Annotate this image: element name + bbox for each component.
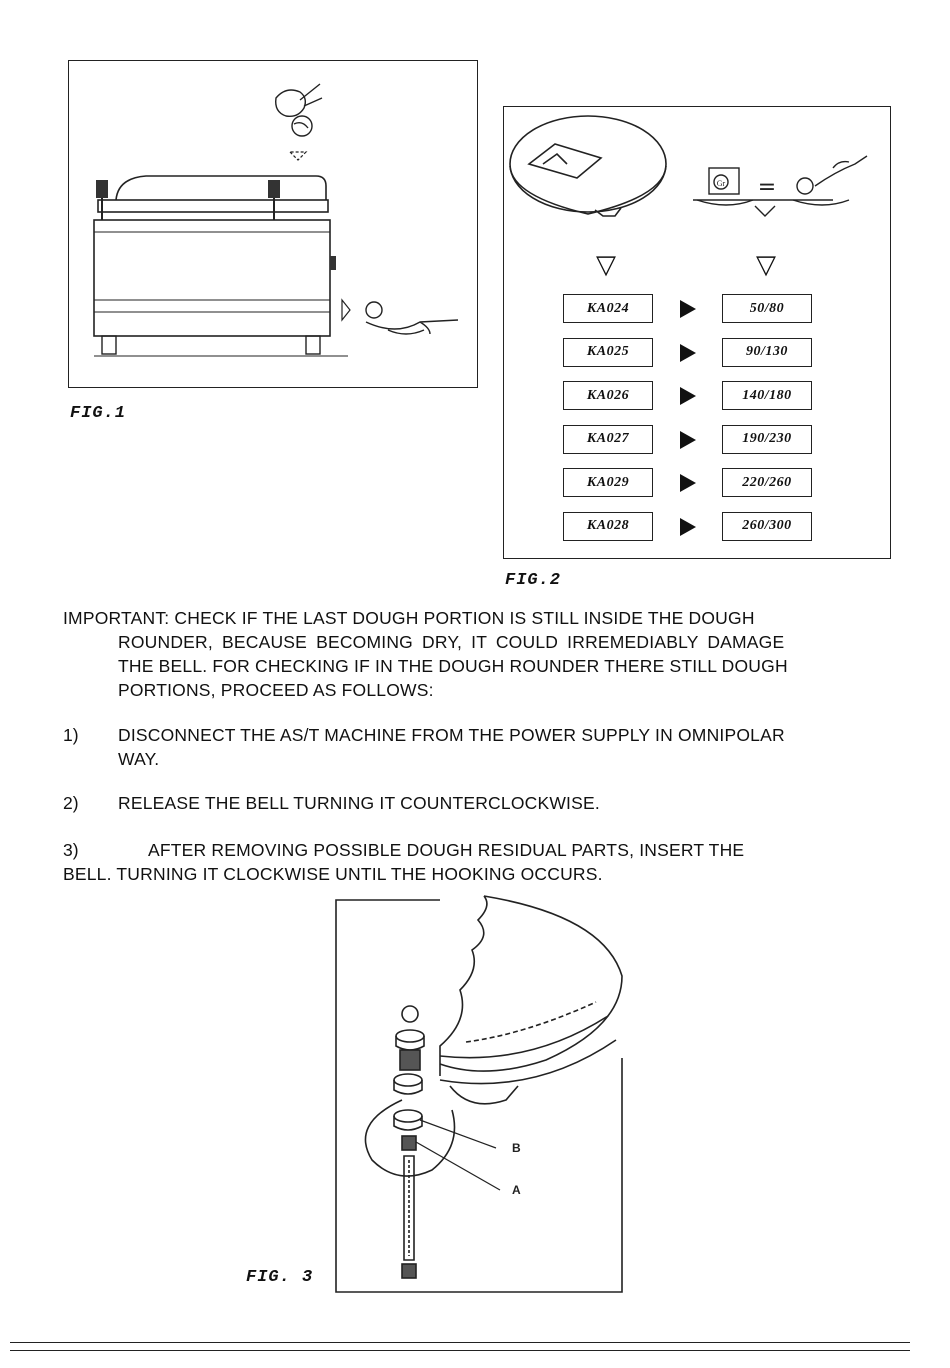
down-arrow-right-icon: ▽	[756, 250, 776, 280]
mould-code-box: KA026	[563, 381, 653, 410]
step-1-number: 1)	[63, 725, 79, 745]
step-3-line-2: BELL. TURNING IT CLOCKWISE UNTIL THE HOOKING OCCURS.	[63, 864, 603, 884]
weight-range-box: 50/80	[722, 294, 812, 323]
right-arrow-icon	[680, 431, 696, 449]
fig1-caption: FIG.1	[70, 404, 127, 423]
important-line-3: THE BELL. FOR CHECKING IF IN THE DOUGH ROUNDER THERE STILL DOUGH	[118, 656, 788, 676]
hand-dropping-dough-icon	[276, 84, 322, 136]
bottom-rule-top	[10, 1342, 910, 1343]
bell-cutaway-icon	[440, 896, 622, 1104]
mould-code-box: KA024	[563, 294, 653, 323]
weight-symbol: Gr	[716, 179, 726, 188]
weight-range-box: 260/300	[722, 512, 812, 541]
important-line-2: ROUNDER, BECAUSE BECOMING DRY, IT COULD IRREMEDIABLY DAMAGE	[118, 632, 785, 652]
important-line-1: IMPORTANT: CHECK IF THE LAST DOUGH PORTION IS STILL INSIDE THE DOUGH	[63, 608, 755, 628]
fig3-label-b: B	[512, 1141, 521, 1155]
bell-icon	[510, 116, 666, 216]
fig3-label-a: A	[512, 1183, 521, 1197]
step-1-line-1: DISCONNECT THE AS/T MACHINE FROM THE POWER SUPPLY IN OMNIPOLAR	[118, 725, 785, 745]
step-3-number: 3)	[63, 840, 79, 860]
weight-range-box: 140/180	[722, 381, 812, 410]
mould-code-box: KA027	[563, 425, 653, 454]
right-arrow-icon	[680, 300, 696, 318]
bottom-rule-bottom	[10, 1350, 910, 1351]
down-arrow-left-icon: ▽	[596, 250, 616, 280]
weight-range-box: 190/230	[722, 425, 812, 454]
right-arrow-icon	[680, 518, 696, 536]
step-3-line-1: AFTER REMOVING POSSIBLE DOUGH RESIDUAL PARTS, INSERT THE	[148, 840, 745, 860]
mould-code-box: KA029	[563, 468, 653, 497]
fig3-bell-assembly-illustration	[330, 890, 630, 1296]
weight-range-box: 90/130	[722, 338, 812, 367]
step-2-line-1: RELEASE THE BELL TURNING IT COUNTERCLOCKWISE.	[118, 793, 600, 813]
step-1-line-2: WAY.	[118, 749, 160, 769]
mould-code-box: KA025	[563, 338, 653, 367]
equals-sign: =	[757, 175, 777, 200]
fig2-bell-illustration	[503, 106, 891, 226]
mould-code-box: KA028	[563, 512, 653, 541]
fig2-caption: FIG.2	[505, 571, 562, 590]
right-arrow-icon	[680, 387, 696, 405]
weight-range-box: 220/260	[722, 468, 812, 497]
step-2-number: 2)	[63, 793, 79, 813]
important-line-4: PORTIONS, PROCEED AS FOLLOWS:	[118, 680, 434, 700]
fig3-caption: FIG. 3	[246, 1268, 314, 1287]
fig1-machine-illustration	[68, 60, 478, 388]
spindle-parts-icon	[365, 1006, 454, 1278]
right-arrow-icon	[680, 474, 696, 492]
right-arrow-icon	[680, 344, 696, 362]
hand-receiving-dough-icon	[366, 302, 458, 334]
